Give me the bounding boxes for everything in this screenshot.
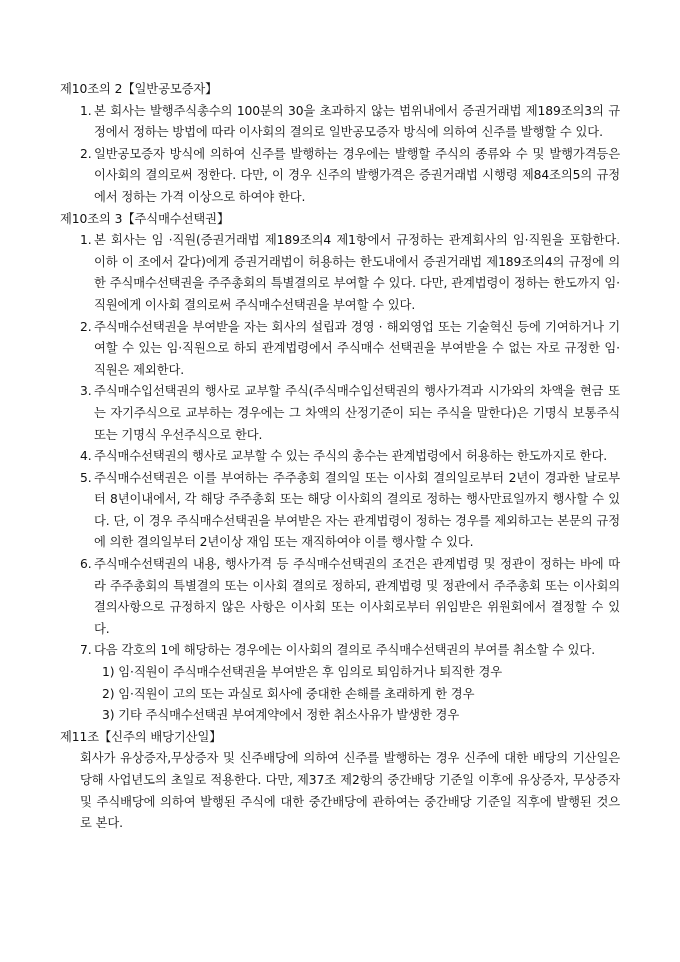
article-10-3-item	[60, 230, 620, 316]
article-10-2-item	[60, 101, 620, 144]
article-11-heading: 제11조【신주의 배당기산일】	[60, 729, 222, 744]
item-text: 본 회사는 임 ·직원(증권거래법 제189조의4 제1항에서 규정하는 관계회사의 임·직원을 포함한다. 이하 이 조에서 같다)에게 증권거래법이 허용하는 한도내에서 증권거래법 제189조의4의 규정에 의한 주식매수선택권을 주주총회의 특별결의로 부여할 수 있다. 다만, 관계법령이 정하는 한도까지 임·직원에게 이사회 결의로써 주식매수선택권을 부여할 수 있다.	[94, 233, 620, 312]
article-10-2-item	[60, 144, 620, 209]
item-text: 주식매수선택권을 부여받을 자는 회사의 설립과 경영 · 해외영업 또는 기술혁신 등에 기여하거나 기여할 수 있는 임·직원으로 하되 관계법령에서 주식매수 선택권을 부여받을 수 없는 자로 규정한 임·직원은 제외한다.	[94, 319, 620, 377]
item-text: 주식매수선택권의 행사로 교부할 수 있는 주식의 총수는 관계법령에서 허용하는 한도까지로 한다.	[94, 449, 608, 464]
item-text: 본 회사는 발행주식총수의 100분의 30을 초과하지 않는 범위내에서 증권거래법 제189조의3의 규정에서 정하는 방법에 따라 이사회의 결의로 일반공모증자 방식에 의하여 신주를 발행할 수 있다.	[94, 103, 620, 140]
item-text: 일반공모증자 방식에 의하여 신주를 발행하는 경우에는 발행할 주식의 종류와 수 및 발행가격등은 이사회의 결의로써 정한다. 다만, 이 경우 신주의 발행가격은 증권거래법 시행령 제84조의5의 규정에서 정하는 가격 이상으로 하여야 한다.	[94, 146, 620, 204]
article-10-3-item	[60, 640, 620, 662]
articles-of-incorporation-page	[60, 79, 620, 835]
article-10-2-heading: 제10조의 2【일반공모증자】	[60, 82, 218, 96]
article-10-3-item	[60, 381, 620, 446]
item-number: 1.	[80, 103, 92, 118]
item-text: 주식매수선택권은 이를 부여하는 주주총회 결의일 또는 이사회 결의일로부터 2년이 경과한 날로부터 8년이내에서, 각 해당 주주총회 또는 해당 이사회의 결의로 정하는 행사만료일까지 행사할 수 있다. 단, 이 경우 주식매수선택권을 부여받은 자는 관계법령이 정하는 경우를 제외하고는 본문의 규정에 의한 결의일부터 2년이상 재임 또는 재직하여야 이를 행사할 수 있다.	[94, 470, 620, 550]
item-text: 주식매수입선택권의 행사로 교부할 주식(주식매수입선택권의 행사가격과 시가와의 차액을 현금 또는 자기주식으로 교부하는 경우에는 그 차액의 산정기준이 되는 주식을 말한다)은 기명식 보통주식 또는 기명식 우선주식으로 한다.	[94, 384, 620, 442]
item-text: 다음 각호의 1에 해당하는 경우에는 이사회의 결의로 주식매수선택권의 부여를 취소할 수 있다.	[94, 643, 596, 658]
item-number: 2.	[80, 146, 92, 161]
item-number: 6.	[80, 557, 92, 572]
item-number: 3.	[80, 384, 92, 399]
article-11-text: 회사가 유상증자,무상증자 및 신주배당에 의하여 신주를 발행하는 경우 신주에 대한 배당의 기산일은 당해 사업년도의 초일로 적용한다. 다만, 제37조 제2항의 중간배당 기준일 이후에 유상증자, 무상증자 및 주식배당에 의하여 발행된 주식에 대한 중간배당에 관하여는 중간배당 기준일 직후에 발행된 것으로 본다.	[80, 751, 620, 831]
item-number: 5.	[80, 470, 92, 485]
item-number: 2.	[80, 319, 92, 334]
item-number: 7.	[80, 643, 92, 658]
cancellation-subitem: 2) 임·직원이 고의 또는 과실로 회사에 중대한 손해를 초래하게 한 경우	[102, 686, 475, 701]
cancellation-subitem: 3) 기타 주식매수선택권 부여계약에서 정한 취소사유가 발생한 경우	[102, 708, 460, 723]
article-10-3-item	[60, 468, 620, 554]
item-number: 4.	[80, 449, 92, 464]
article-10-3-item	[60, 446, 620, 468]
item-number: 1.	[80, 233, 92, 248]
cancellation-subitem: 1) 임·직원이 주식매수선택권을 부여받은 후 임의로 퇴임하거나 퇴직한 경우	[102, 665, 503, 680]
article-10-3-heading: 제10조의 3【주식매수선택권】	[60, 211, 230, 226]
article-10-3-item	[60, 554, 620, 640]
article-10-3-item	[60, 317, 620, 382]
item-text: 주식매수선택권의 내용, 행사가격 등 주식매수선택권의 조건은 관계법령 및 정관이 정하는 바에 따라 주주총회의 특별결의 또는 이사회 결의로 정하되, 관계법령 및 정관에서 주주총회 또는 이사회의 결의사항으로 규정하지 않은 사항은 이사회 또는 이사회로부터 위임받은 위원회에서 결정할 수 있다.	[94, 557, 620, 636]
